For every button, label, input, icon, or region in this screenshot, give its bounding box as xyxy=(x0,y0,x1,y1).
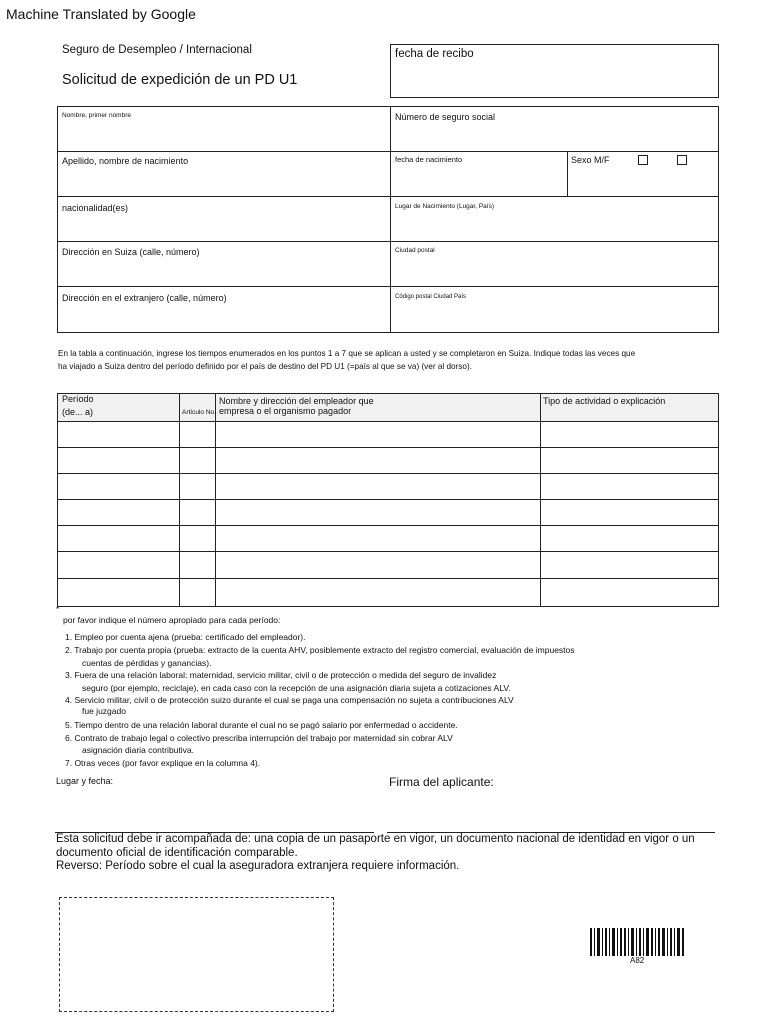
note-item: 5. Tiempo dentro de una relación laboral durante el cual no se pagó salario por enfermedad o accidente. xyxy=(65,720,458,730)
receipt-date-label: fecha de recibo xyxy=(395,48,474,60)
machine-translated-banner: Machine Translated by Google xyxy=(6,6,196,22)
sex-label: Sexo M/F xyxy=(571,155,610,165)
org-name: Seguro de Desempleo / Internacional xyxy=(62,44,252,56)
periods-table xyxy=(57,393,719,607)
note-item: 7. Otras veces (por favor explique en la columna 4). xyxy=(65,758,261,768)
address-abroad-label: Dirección en el extranjero (calle, número) xyxy=(62,293,227,303)
sex-m-checkbox[interactable] xyxy=(638,155,648,165)
nationality-label: nacionalidad(es) xyxy=(62,203,129,213)
col-article-label: Artículo No. xyxy=(182,409,216,416)
first-name-label: Nombre, primer nombre xyxy=(62,112,131,119)
note-item-continued: fue juzgado xyxy=(82,706,126,716)
note-item: 3. Fuera de una relación laboral: maternidad, servicio militar, civil o de protección o medida del seguro de invalidez xyxy=(65,670,497,680)
col-activity-label: Tipo de actividad o explicación xyxy=(543,396,666,406)
note-item-continued: seguro (por ejemplo, reciclaje), en cada caso con la recepción de una asignación diaria sujeta a cotizaciones ALV. xyxy=(82,683,511,693)
postal-code-city-country-label: Código postal Ciudad País xyxy=(395,294,467,300)
notes-intro: por favor indique el número apropiado para cada período: xyxy=(63,615,281,625)
receipt-date-box[interactable] xyxy=(390,44,719,98)
instructions-line-2: ha viajado a Suiza dentro del período definido por el país de destino del PD U1 (=país al que se va) (ver al dorso). xyxy=(58,362,472,371)
applicant-signature-label: Firma del aplicante: xyxy=(389,775,494,789)
note-item: 6. Contrato de trabajo legal o colectivo prescriba interrupción del trabajo por maternidad sin cobrar ALV xyxy=(65,733,453,743)
form-title: Solicitud de expedición de un PD U1 xyxy=(62,72,298,88)
last-name-label: Apellido, nombre de nacimiento xyxy=(62,156,189,166)
birth-date-label: fecha de nacimiento xyxy=(395,155,463,164)
col-period-label: Período xyxy=(62,394,94,404)
attachment-note-line-1: Esta solicitud debe ir acompañada de: una copia de un pasaporte en vigor, un documento nacional de identidad en vigor o un xyxy=(56,833,695,845)
ssn-label: Número de seguro social xyxy=(395,112,496,122)
stamp-area[interactable] xyxy=(59,897,334,1012)
sex-f-checkbox[interactable] xyxy=(677,155,687,165)
barcode-text: A82 xyxy=(630,956,645,965)
col-employer-label-2: empresa o el organismo pagador xyxy=(219,406,352,416)
note-item-continued: asignación diaria contributiva. xyxy=(82,745,194,755)
birth-place-label: Lugar de Nacimiento (Lugar, País) xyxy=(395,203,494,210)
note-item: 1. Empleo por cuenta ajena (prueba: certificado del empleador). xyxy=(65,632,306,642)
barcode xyxy=(590,928,686,956)
col-period-range-label: (de... a) xyxy=(62,407,94,417)
note-item-continued: cuentas de pérdidas y ganancias). xyxy=(82,658,212,668)
note-item: 4. Servicio militar, civil o de protección suizo durante el cual se paga una compensación no sujeta a contribuciones ALV xyxy=(65,695,514,705)
col-employer-label-1: Nombre y dirección del empleador que xyxy=(219,396,374,406)
place-date-label: Lugar y fecha: xyxy=(56,776,114,786)
reverse-note: Reverso: Período sobre el cual la aseguradora extranjera requiere información. xyxy=(56,860,460,872)
attachment-note-line-2: documento oficial de identificación comparable. xyxy=(56,847,298,859)
note-item: 2. Trabajo por cuenta propia (prueba: extracto de la cuenta AHV, posiblemente extracto del registro comercial, evaluación de impuestos xyxy=(65,645,575,655)
notes-asterisk: * xyxy=(56,605,60,614)
instructions-line-1: En la tabla a continuación, ingrese los tiempos enumerados en los puntos 1 a 7 que se aplican a usted y se completaron en Suiza. Indique todas las veces que xyxy=(58,349,636,358)
postal-city-label: Ciudad postal xyxy=(395,247,435,254)
address-ch-label: Dirección en Suiza (calle, número) xyxy=(62,247,200,257)
